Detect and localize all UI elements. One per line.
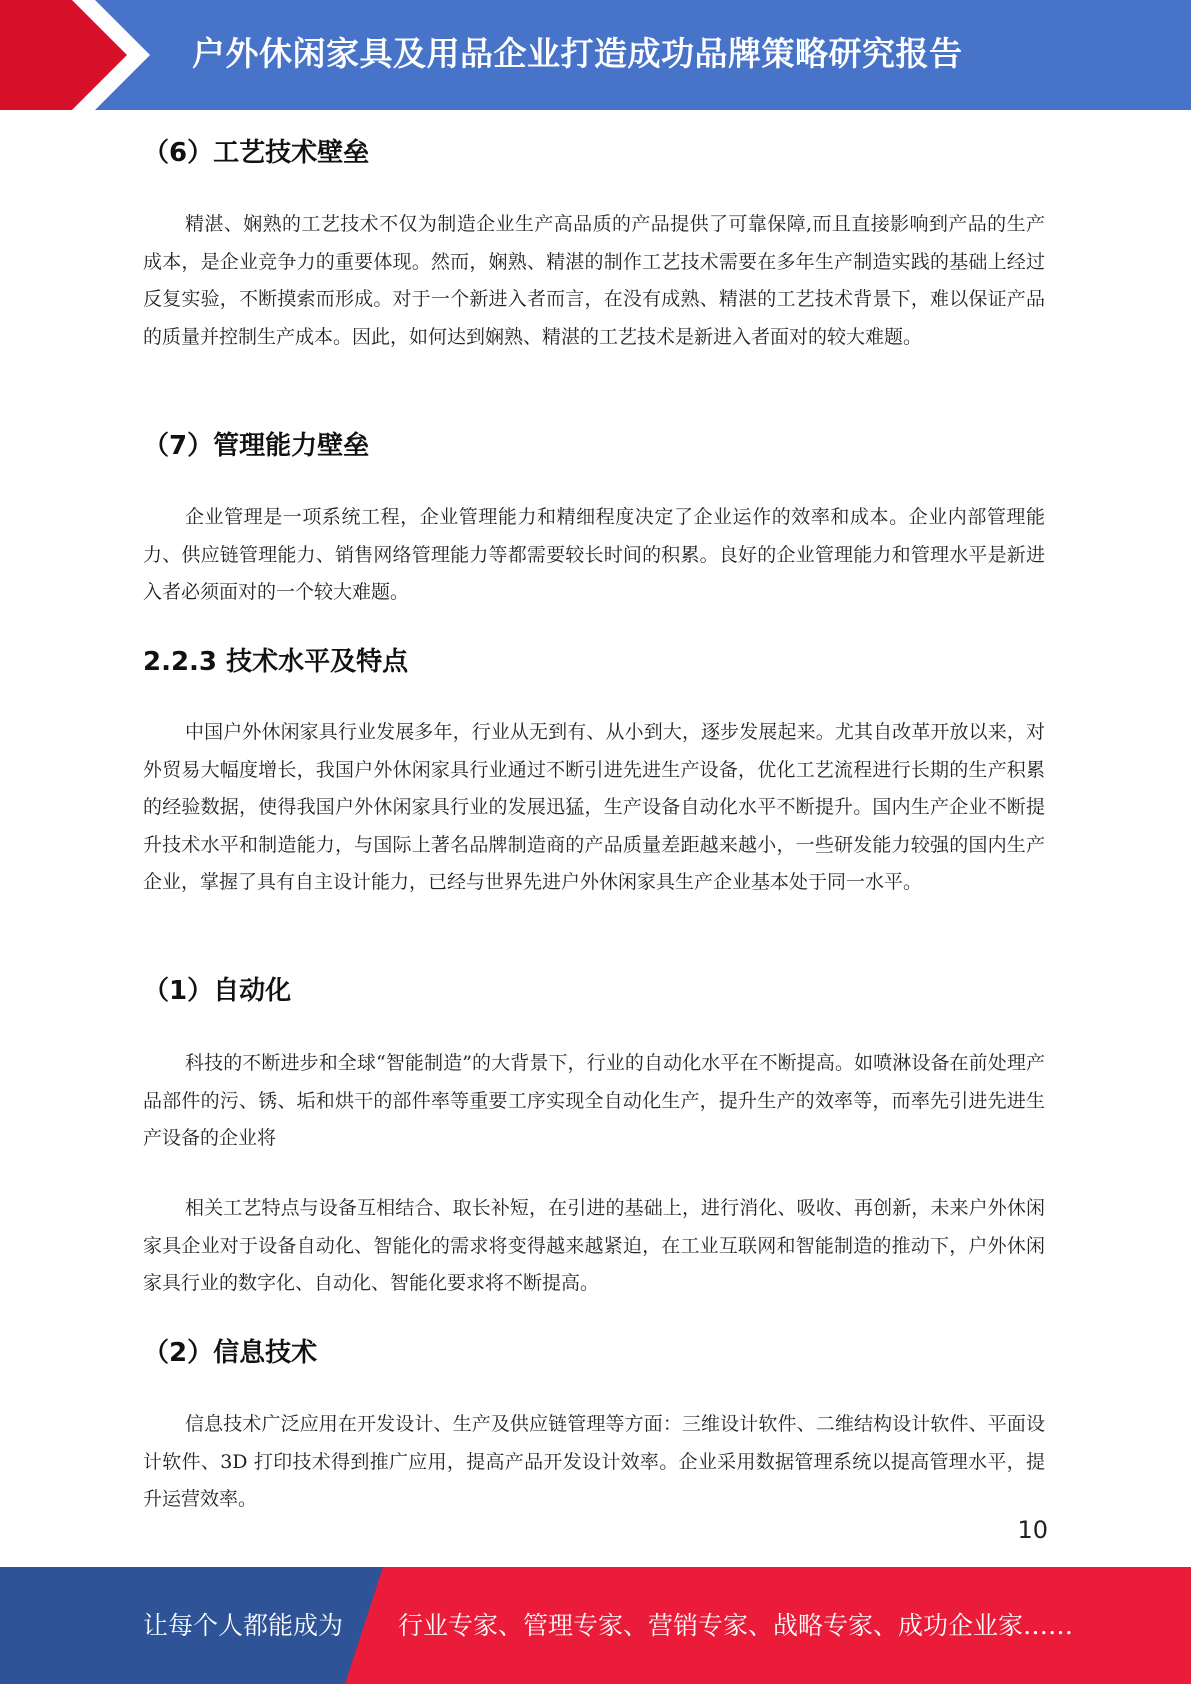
footer-slogan-left: 让每个人都能成为: [143, 1611, 344, 1640]
para-management-capability-barrier: 企业管理是一项系统工程，企业管理能力和精细程度决定了企业运作的效率和成本。企业内部管理能力、供应链管理能力、销售网络管理能力等都需要较长时间的积累。良好的企业管理能力和管理水平是新进入者必须面对的一个较大难题。: [143, 506, 1045, 603]
footer-slogan-right: 行业专家、管理专家、营销专家、战略专家、成功企业家……: [398, 1611, 1074, 1640]
heading-automation: （1）自动化: [143, 976, 292, 1006]
para-technology-level: 中国户外休闲家具行业发展多年，行业从无到有、从小到大，逐步发展起来。尤其自改革开放以来，对外贸易大幅度增长，我国户外休闲家具行业通过不断引进先进生产设备，优化工艺流程进行长期的生产积累的经验数据，使得我国户外休闲家具行业的发展迅猛，生产设备自动化水平不断提升。国内生产企业不断提升技术水平和制造能力，与国际上著名品牌制造商的产品质量差距越来越小，一些研发能力较强的国内生产企业，掌握了具有自主设计能力，已经与世界先进户外休闲家具生产企业基本处于同一水平。: [143, 721, 1045, 893]
para-information-technology: 信息技术广泛应用在开发设计、生产及供应链管理等方面：三维设计软件、二维结构设计软件、平面设计软件、3D 打印技术得到推广应用，提高产品开发设计效率。企业采用数据管理系统以提高管理水平，提升运营效率。: [143, 1413, 1045, 1510]
page-footer: [0, 1567, 1191, 1684]
report-title: 户外休闲家具及用品企业打造成功品牌策略研究报告: [192, 34, 963, 73]
heading-management-capability-barrier: （7）管理能力壁垒: [143, 431, 370, 461]
heading-information-technology: （2）信息技术: [143, 1338, 318, 1368]
para-automation-2: 相关工艺特点与设备互相结合、取长补短，在引进的基础上，进行消化、吸收、再创新，未来户外休闲家具企业对于设备自动化、智能化的需求将变得越来越紧迫，在工业互联网和智能制造的推动下，户外休闲家具行业的数字化、自动化、智能化要求将不断提高。: [143, 1197, 1045, 1294]
page-number: 10: [1017, 1516, 1048, 1544]
para-automation-1: 科技的不断进步和全球“智能制造”的大背景下，行业的自动化水平在不断提高。如喷淋设备在前处理产品部件的污、锈、垢和烘干的部件率等重要工序实现全自动化生产，提升生产的效率等，而率先引进先进生产设备的企业将: [143, 1052, 1045, 1149]
para-process-technology-barrier: 精湛、娴熟的工艺技术不仅为制造企业生产高品质的产品提供了可靠保障,而且直接影响到产品的生产成本，是企业竞争力的重要体现。然而，娴熟、精湛的制作工艺技术需要在多年生产制造实践的基础上经过反复实验，不断摸索而形成。对于一个新进入者而言，在没有成熟、精湛的工艺技术背景下，难以保证产品的质量并控制生产成本。因此，如何达到娴熟、精湛的工艺技术是新进入者面对的较大难题。: [143, 213, 1045, 348]
heading-technology-level: 2.2.3 技术水平及特点: [143, 647, 409, 677]
heading-process-technology-barrier: （6）工艺技术壁垒: [143, 138, 370, 168]
page-header: [0, 0, 1191, 110]
